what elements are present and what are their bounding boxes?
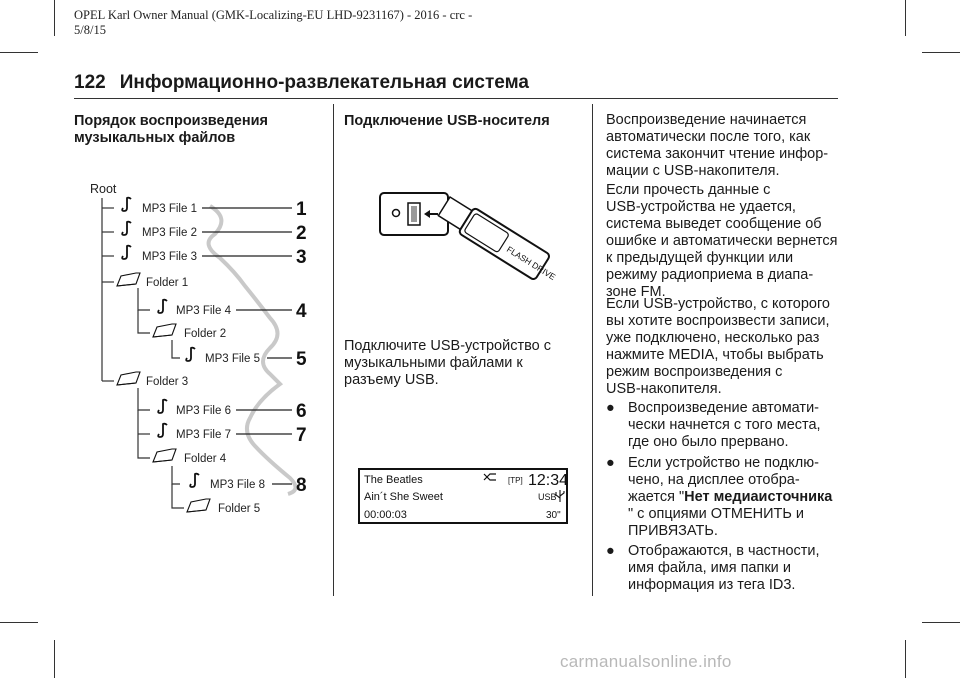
watermark: carmanualsonline.info xyxy=(560,652,732,671)
order-number: 7 xyxy=(296,425,307,446)
page-title xyxy=(74,72,838,94)
paragraph-playback-start: Воспроизведение начинается автоматически после того, как система закончит чтение инфор- мации с USB-накопителя. xyxy=(606,112,829,179)
bullet-item-resume: ● Воспроизведение автомати- чески начнется с того места, где оно было прервано. xyxy=(606,400,821,450)
display-track: Ain´t She Sweet xyxy=(364,491,443,503)
radio-display xyxy=(358,468,568,524)
bullet-dot: ● xyxy=(606,455,615,471)
diagram-item: MP3 File 7 xyxy=(176,429,231,441)
diagram-item: MP3 File 2 xyxy=(142,227,197,239)
diagram-root-label: Root xyxy=(90,182,117,196)
column-divider xyxy=(592,104,593,596)
header-line-1: OPEL Karl Owner Manual (GMK-Localizing-EU LHD-9231167) - 2016 - crc - xyxy=(74,8,473,22)
paragraph-already-connected: Если USB-устройство, с которого вы хотите воспроизвести записи, уже подключено, несколько раз нажмите MEDIA, чтобы выбрать режим воспроизведения с USB-накопителя. xyxy=(606,296,830,397)
no-media-source-label: Нет медиаисточника xyxy=(684,489,833,505)
bullet-item-not-connected: ● Если устройство не подклю- чено, на дисплее отобра- жается "Нет медиаисточника " с опциями ОТМЕНИТЬ и ПРИВЯЗАТЬ. xyxy=(606,455,833,539)
playback-path xyxy=(209,206,296,494)
order-number: 3 xyxy=(296,247,307,268)
bullet-dot: ● xyxy=(606,400,615,416)
crop-mark xyxy=(922,52,960,53)
crop-mark xyxy=(905,640,906,678)
section-heading-usb: Подключение USB-носителя xyxy=(344,113,550,129)
order-number: 6 xyxy=(296,401,307,422)
diagram-item: Folder 4 xyxy=(184,453,227,465)
diagram-item: MP3 File 4 xyxy=(176,305,231,317)
page-title-text: Информационно-развлекательная система xyxy=(119,72,529,93)
crop-mark xyxy=(905,0,906,36)
bullet-item-displayed-info: ● Отображаются, в частности, имя файла, имя папки и информация из тега ID3. xyxy=(606,543,820,593)
order-number: 1 xyxy=(296,199,307,220)
order-number: 5 xyxy=(296,349,307,370)
display-source: USB xyxy=(538,492,557,502)
diagram-item: MP3 File 6 xyxy=(176,405,231,417)
order-number: 2 xyxy=(296,223,307,244)
display-remaining: 30" xyxy=(546,510,561,521)
flash-drive-label: FLASH DRIVE xyxy=(504,244,558,283)
crop-mark xyxy=(922,622,960,623)
display-clock: 12:34 xyxy=(528,472,569,489)
crop-mark xyxy=(54,0,55,36)
order-number: 8 xyxy=(296,475,307,496)
crop-mark xyxy=(54,640,55,678)
order-number: 4 xyxy=(296,301,307,322)
diagram-item: MP3 File 3 xyxy=(142,251,197,263)
diagram-item: MP3 File 8 xyxy=(210,479,265,491)
crop-mark xyxy=(0,52,38,53)
title-divider xyxy=(74,98,838,99)
diagram-item: MP3 File 1 xyxy=(142,203,197,215)
column-divider xyxy=(333,104,334,596)
display-artist: The Beatles xyxy=(364,474,423,486)
header-line-2: 5/8/15 xyxy=(74,23,106,37)
diagram-item: Folder 3 xyxy=(146,376,189,388)
display-tp: [TP] xyxy=(508,476,523,485)
paragraph-read-error: Если прочесть данные с USB-устройства не удается, система выведет сообщение об ошибке и автоматически вернется к предыдущей функции или режиму радиоприема в диапа- зоне FM. xyxy=(606,182,838,300)
diagram-item: Folder 1 xyxy=(146,277,189,289)
display-elapsed: 00:00:03 xyxy=(364,509,407,521)
flash-drive xyxy=(436,194,564,289)
document-header xyxy=(74,8,472,38)
diagram-item: MP3 File 5 xyxy=(205,353,260,365)
crop-mark xyxy=(0,622,38,623)
diagram-item: Folder 2 xyxy=(184,328,227,340)
diagram-item: Folder 5 xyxy=(218,503,261,515)
usb-illustration xyxy=(378,183,558,293)
section-heading-playback-order: Порядок воспроизведения музыкальных файлов xyxy=(74,113,268,146)
bullet-dot: ● xyxy=(606,543,615,559)
usb-caption: Подключите USB-устройство с музыкальными файлами к разъему USB. xyxy=(344,338,552,388)
file-order-diagram xyxy=(80,178,330,523)
page-number: 122 xyxy=(74,72,106,93)
